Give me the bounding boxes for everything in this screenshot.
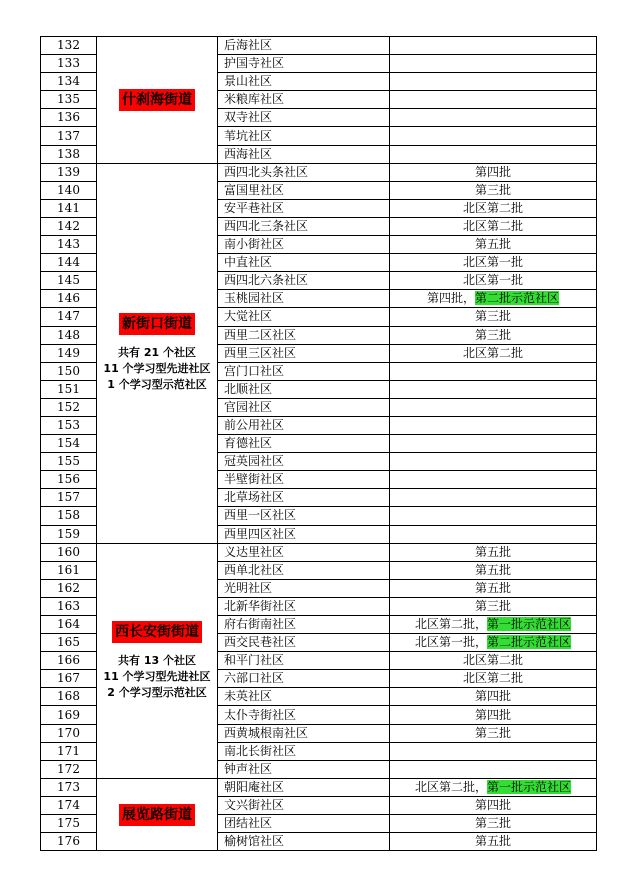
row-number: 162 — [41, 579, 97, 597]
table-row — [41, 163, 597, 181]
street-summary-line: 11 个学习型先进社区 — [103, 362, 211, 376]
row-number: 146 — [41, 290, 97, 308]
community-name: 西里一区社区 — [218, 507, 390, 525]
batch-note — [390, 55, 597, 73]
table-row — [41, 778, 597, 796]
batch-note — [390, 380, 597, 398]
batch-text: 第五批 — [474, 562, 511, 577]
community-name: 西里三区社区 — [218, 344, 390, 362]
community-name: 冠英园社区 — [218, 453, 390, 471]
community-name: 西交民巷社区 — [218, 634, 390, 652]
batch-note — [390, 236, 597, 254]
row-number: 141 — [41, 199, 97, 217]
table-row — [41, 37, 597, 55]
row-number: 142 — [41, 217, 97, 235]
community-name: 米粮库社区 — [218, 91, 390, 109]
community-name: 育德社区 — [218, 435, 390, 453]
batch-note — [390, 616, 597, 634]
row-number: 174 — [41, 796, 97, 814]
row-number: 140 — [41, 181, 97, 199]
batch-text: 第四批 — [474, 707, 511, 722]
batch-text: 第四批 — [474, 164, 511, 179]
community-name: 西四北六条社区 — [218, 272, 390, 290]
community-name: 西四北头条社区 — [218, 163, 390, 181]
batch-note — [390, 217, 597, 235]
street-summary-line: 1 个学习型示范社区 — [107, 378, 207, 392]
batch-note — [390, 109, 597, 127]
row-number: 165 — [41, 634, 97, 652]
community-name: 富国里社区 — [218, 181, 390, 199]
row-number: 172 — [41, 760, 97, 778]
batch-text: 北区第二批 — [462, 653, 523, 668]
batch-note — [390, 344, 597, 362]
batch-note — [390, 579, 597, 597]
community-name: 西四北三条社区 — [218, 217, 390, 235]
row-number: 134 — [41, 73, 97, 91]
batch-note — [390, 181, 597, 199]
batch-text: 第四批 — [474, 797, 511, 812]
community-name: 护国寺社区 — [218, 55, 390, 73]
row-number: 133 — [41, 55, 97, 73]
batch-text: 第三批 — [474, 598, 511, 613]
community-name: 府右街南社区 — [218, 616, 390, 634]
community-name: 官园社区 — [218, 398, 390, 416]
community-name: 景山社区 — [218, 73, 390, 91]
batch-note — [390, 199, 597, 217]
table-row — [41, 543, 597, 561]
community-name: 西海社区 — [218, 145, 390, 163]
community-name: 太仆寺街社区 — [218, 706, 390, 724]
row-number: 135 — [41, 91, 97, 109]
community-name: 后海社区 — [218, 37, 390, 55]
batch-note — [390, 290, 597, 308]
row-number: 161 — [41, 561, 97, 579]
batch-note — [390, 652, 597, 670]
community-name: 安平巷社区 — [218, 199, 390, 217]
row-number: 147 — [41, 308, 97, 326]
community-name: 未英社区 — [218, 688, 390, 706]
street-name: 新街口街道 — [119, 313, 195, 335]
model-community-highlight: 第二批示范社区 — [487, 635, 572, 650]
community-name: 南北长街社区 — [218, 742, 390, 760]
row-number: 143 — [41, 236, 97, 254]
community-name: 西黄城根南社区 — [218, 724, 390, 742]
batch-note — [390, 670, 597, 688]
community-name: 朝阳庵社区 — [218, 778, 390, 796]
community-name: 文兴街社区 — [218, 796, 390, 814]
model-community-highlight: 第二批示范社区 — [475, 291, 560, 306]
row-number: 163 — [41, 597, 97, 615]
batch-text: 北区第二批 — [462, 345, 523, 360]
batch-text: 北区第一批 — [462, 273, 523, 288]
row-number: 176 — [41, 833, 97, 851]
batch-note — [390, 833, 597, 851]
row-number: 138 — [41, 145, 97, 163]
batch-note — [390, 416, 597, 434]
row-number: 156 — [41, 471, 97, 489]
batch-text: 第三批 — [474, 725, 511, 740]
community-name: 大觉社区 — [218, 308, 390, 326]
batch-note — [390, 634, 597, 652]
row-number: 155 — [41, 453, 97, 471]
row-number: 148 — [41, 326, 97, 344]
row-number: 170 — [41, 724, 97, 742]
street-cell — [97, 37, 218, 164]
row-number: 160 — [41, 543, 97, 561]
batch-note — [390, 326, 597, 344]
community-name: 团结社区 — [218, 815, 390, 833]
community-name: 西里二区社区 — [218, 326, 390, 344]
street-summary-line: 2 个学习型示范社区 — [107, 685, 207, 699]
street-name: 西长安街街道 — [112, 621, 202, 643]
batch-note — [390, 525, 597, 543]
batch-text: 北区第二批 — [462, 218, 523, 233]
row-number: 166 — [41, 652, 97, 670]
batch-note — [390, 760, 597, 778]
street-cell — [97, 778, 218, 850]
batch-note — [390, 489, 597, 507]
batch-text: 北区第二批 — [462, 200, 523, 215]
batch-note — [390, 73, 597, 91]
street-summary-line: 共有 21 个社区 — [118, 346, 196, 360]
batch-note — [390, 453, 597, 471]
community-name: 光明社区 — [218, 579, 390, 597]
community-name: 半壁街社区 — [218, 471, 390, 489]
row-number: 164 — [41, 616, 97, 634]
batch-note — [390, 706, 597, 724]
row-number: 136 — [41, 109, 97, 127]
community-name: 北草场社区 — [218, 489, 390, 507]
row-number: 149 — [41, 344, 97, 362]
batch-text: 北区第一批 — [462, 255, 523, 270]
batch-note — [390, 272, 597, 290]
row-number: 157 — [41, 489, 97, 507]
community-name: 玉桃园社区 — [218, 290, 390, 308]
batch-note — [390, 127, 597, 145]
community-table — [40, 36, 597, 851]
batch-note — [390, 308, 597, 326]
community-name: 前公用社区 — [218, 416, 390, 434]
batch-text: 第四批， — [426, 291, 475, 306]
batch-text: 第三批 — [474, 327, 511, 342]
community-name: 榆树馆社区 — [218, 833, 390, 851]
community-name: 南小街社区 — [218, 236, 390, 254]
street-summary — [97, 653, 217, 701]
row-number: 169 — [41, 706, 97, 724]
row-number: 175 — [41, 815, 97, 833]
row-number: 173 — [41, 778, 97, 796]
community-name: 宫门口社区 — [218, 362, 390, 380]
batch-note — [390, 471, 597, 489]
street-summary — [97, 345, 217, 393]
batch-note — [390, 435, 597, 453]
batch-note — [390, 37, 597, 55]
row-number: 150 — [41, 362, 97, 380]
batch-text: 北区第二批 — [462, 671, 523, 686]
row-number: 152 — [41, 398, 97, 416]
batch-note — [390, 398, 597, 416]
batch-note — [390, 507, 597, 525]
batch-note — [390, 796, 597, 814]
batch-text: 北区第二批， — [414, 779, 487, 794]
street-name: 什刹海街道 — [119, 89, 195, 111]
community-name: 西里四区社区 — [218, 525, 390, 543]
batch-text: 第三批 — [474, 309, 511, 324]
row-number: 168 — [41, 688, 97, 706]
community-name: 北顺社区 — [218, 380, 390, 398]
street-cell — [97, 543, 218, 778]
batch-note — [390, 724, 597, 742]
batch-text: 第四批 — [474, 689, 511, 704]
batch-note — [390, 778, 597, 796]
batch-note — [390, 254, 597, 272]
street-summary-line: 11 个学习型先进社区 — [103, 669, 211, 683]
batch-text: 第五批 — [474, 544, 511, 559]
batch-note — [390, 145, 597, 163]
batch-text: 北区第二批， — [414, 617, 487, 632]
community-name: 义达里社区 — [218, 543, 390, 561]
row-number: 139 — [41, 163, 97, 181]
batch-text: 第三批 — [474, 816, 511, 831]
batch-note — [390, 91, 597, 109]
row-number: 158 — [41, 507, 97, 525]
batch-text: 北区第一批， — [414, 635, 487, 650]
community-name: 和平门社区 — [218, 652, 390, 670]
model-community-highlight: 第一批示范社区 — [487, 779, 572, 794]
community-name: 西单北社区 — [218, 561, 390, 579]
community-name: 钟声社区 — [218, 760, 390, 778]
community-name: 苇坑社区 — [218, 127, 390, 145]
row-number: 132 — [41, 37, 97, 55]
row-number: 151 — [41, 380, 97, 398]
batch-text: 第五批 — [474, 580, 511, 595]
row-number: 159 — [41, 525, 97, 543]
row-number: 153 — [41, 416, 97, 434]
batch-note — [390, 688, 597, 706]
model-community-highlight: 第一批示范社区 — [487, 617, 572, 632]
row-number: 167 — [41, 670, 97, 688]
batch-note — [390, 362, 597, 380]
community-name: 中直社区 — [218, 254, 390, 272]
batch-note — [390, 597, 597, 615]
street-cell — [97, 163, 218, 543]
batch-note — [390, 742, 597, 760]
community-name: 双寺社区 — [218, 109, 390, 127]
batch-text: 第五批 — [474, 237, 511, 252]
row-number: 137 — [41, 127, 97, 145]
street-summary-line: 共有 13 个社区 — [118, 653, 196, 667]
batch-note — [390, 561, 597, 579]
batch-text: 第三批 — [474, 182, 511, 197]
row-number: 154 — [41, 435, 97, 453]
community-name: 北新华街社区 — [218, 597, 390, 615]
batch-text: 第五批 — [474, 834, 511, 849]
community-name: 六部口社区 — [218, 670, 390, 688]
batch-note — [390, 163, 597, 181]
row-number: 144 — [41, 254, 97, 272]
row-number: 171 — [41, 742, 97, 760]
street-name: 展览路街道 — [119, 804, 195, 826]
row-number: 145 — [41, 272, 97, 290]
batch-note — [390, 543, 597, 561]
batch-note — [390, 815, 597, 833]
